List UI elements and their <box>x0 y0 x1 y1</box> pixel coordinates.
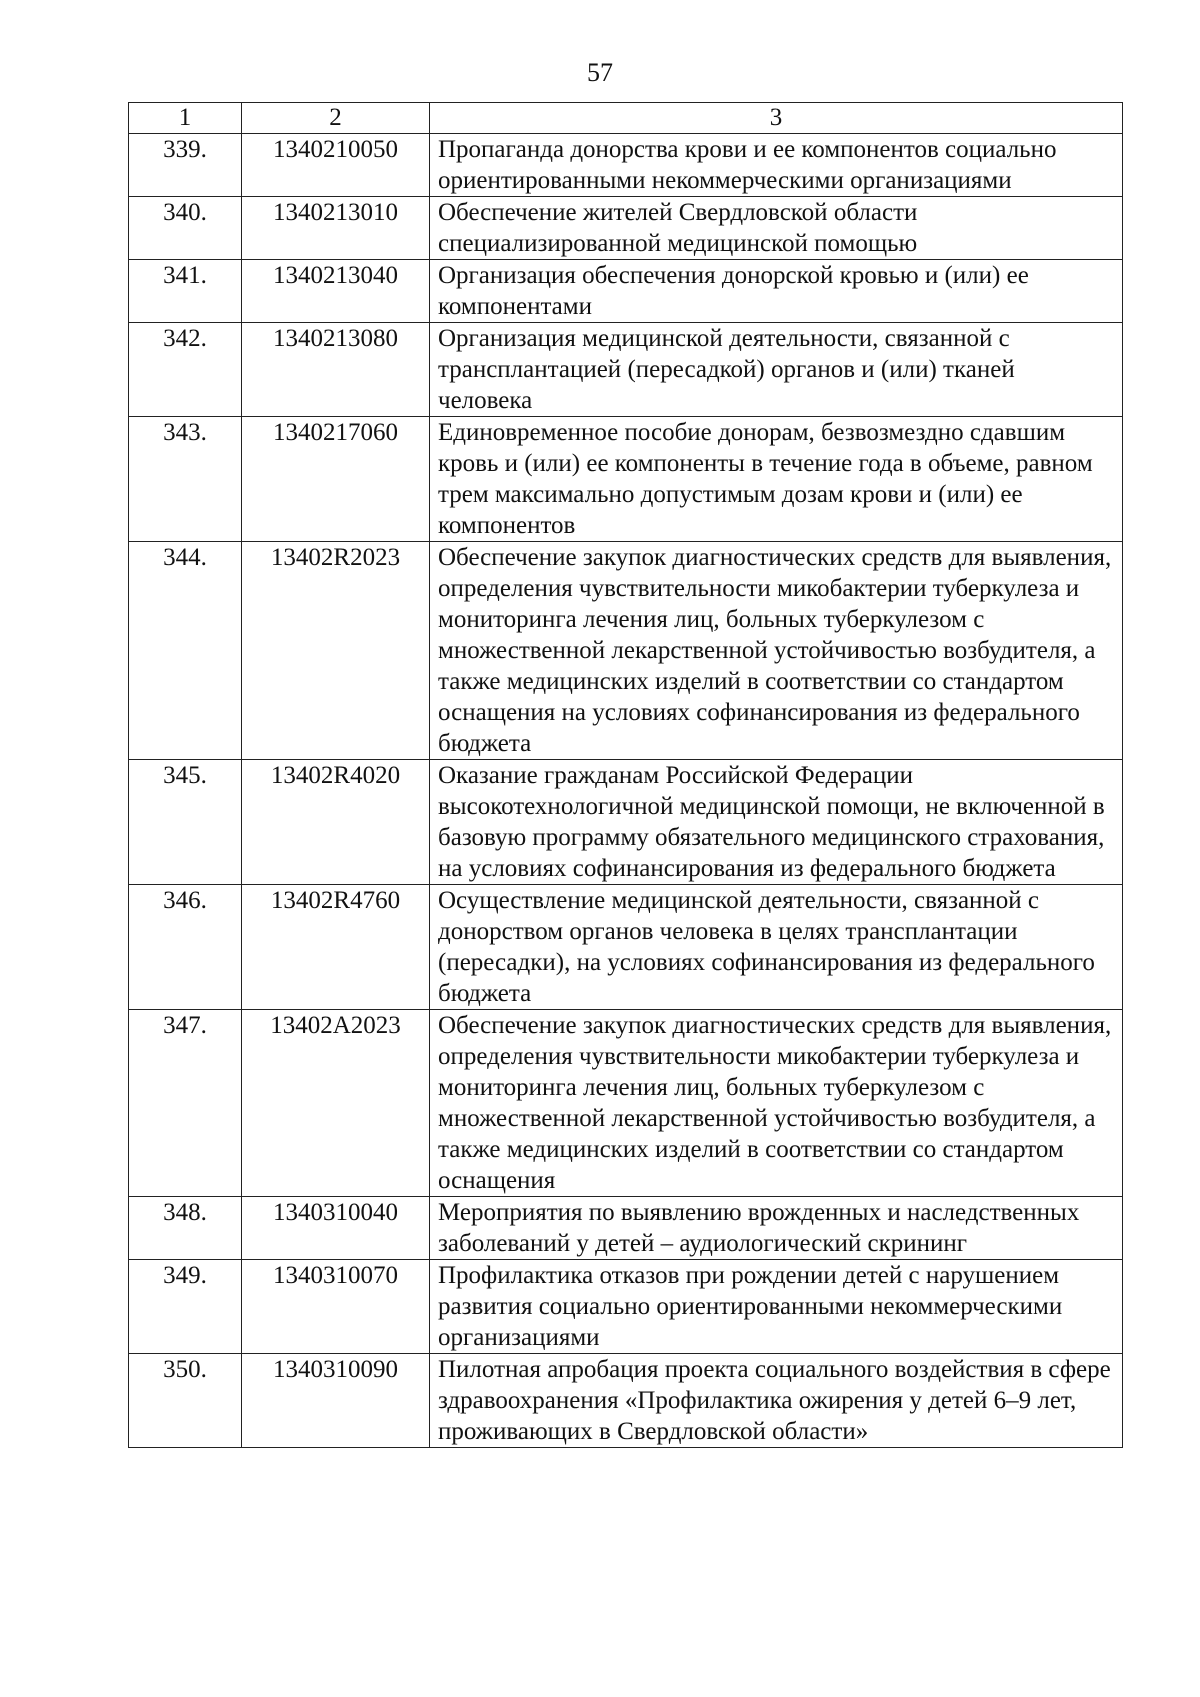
row-name: Организация медицинской деятельности, связанной с трансплантацией (пересадкой) органов и (или) тканей человека <box>430 323 1123 417</box>
table-row <box>129 1197 1123 1260</box>
row-number: 346. <box>129 885 242 1010</box>
table-row <box>129 1010 1123 1197</box>
row-name: Организация обеспечения донорской кровью и (или) ее компонентами <box>430 260 1123 323</box>
table-row <box>129 417 1123 542</box>
row-name: Осуществление медицинской деятельности, связанной с донорством органов человека в целях трансплантации (пересадки), на условиях софинансирования из федерального бюджета <box>430 885 1123 1010</box>
table-row <box>129 760 1123 885</box>
table-row <box>129 260 1123 323</box>
row-number: 345. <box>129 760 242 885</box>
row-code: 1340213010 <box>242 197 430 260</box>
row-number: 350. <box>129 1354 242 1448</box>
row-code: 13402R4760 <box>242 885 430 1010</box>
table-row <box>129 197 1123 260</box>
row-name: Обеспечение закупок диагностических средств для выявления, определения чувствительности микобактерии туберкулеза и мониторинга лечения лиц, больных туберкулезом с множественной лекарственной устойчивостью возбудителя, а также медицинских изделий в соответствии со стандартом оснащения на условиях софинансирования из федерального бюджета <box>430 542 1123 760</box>
row-code: 1340213040 <box>242 260 430 323</box>
budget-code-table <box>128 102 1123 1448</box>
row-number: 349. <box>129 1260 242 1354</box>
row-number: 341. <box>129 260 242 323</box>
row-code: 1340310070 <box>242 1260 430 1354</box>
row-name: Пропаганда донорства крови и ее компонентов социально ориентированными некоммерческими организациями <box>430 134 1123 197</box>
table-header-row <box>129 103 1123 134</box>
row-code: 1340213080 <box>242 323 430 417</box>
table-row <box>129 542 1123 760</box>
table-row <box>129 1260 1123 1354</box>
table-row <box>129 323 1123 417</box>
column-header-1: 1 <box>129 103 242 134</box>
page-number: 57 <box>587 58 613 87</box>
row-code: 1340310090 <box>242 1354 430 1448</box>
table-row <box>129 134 1123 197</box>
row-code: 13402A2023 <box>242 1010 430 1197</box>
row-code: 1340310040 <box>242 1197 430 1260</box>
row-number: 344. <box>129 542 242 760</box>
column-header-3: 3 <box>430 103 1123 134</box>
row-number: 343. <box>129 417 242 542</box>
row-name: Обеспечение жителей Свердловской области специализированной медицинской помощью <box>430 197 1123 260</box>
row-number: 340. <box>129 197 242 260</box>
row-name: Обеспечение закупок диагностических средств для выявления, определения чувствительности микобактерии туберкулеза и мониторинга лечения лиц, больных туберкулезом с множественной лекарственной устойчивостью возбудителя, а также медицинских изделий в соответствии со стандартом оснащения <box>430 1010 1123 1197</box>
row-number: 339. <box>129 134 242 197</box>
row-code: 1340217060 <box>242 417 430 542</box>
row-number: 347. <box>129 1010 242 1197</box>
row-number: 348. <box>129 1197 242 1260</box>
row-name: Мероприятия по выявлению врожденных и наследственных заболеваний у детей – аудиологический скрининг <box>430 1197 1123 1260</box>
row-name: Пилотная апробация проекта социального воздействия в сфере здравоохранения «Профилактика ожирения у детей 6–9 лет, проживающих в Свердловской области» <box>430 1354 1123 1448</box>
table-row <box>129 1354 1123 1448</box>
row-code: 1340210050 <box>242 134 430 197</box>
row-name: Единовременное пособие донорам, безвозмездно сдавшим кровь и (или) ее компоненты в течение года в объеме, равном трем максимально допустимым дозам крови и (или) ее компонентов <box>430 417 1123 542</box>
row-code: 13402R4020 <box>242 760 430 885</box>
column-header-2: 2 <box>242 103 430 134</box>
row-number: 342. <box>129 323 242 417</box>
table-row <box>129 885 1123 1010</box>
row-name: Оказание гражданам Российской Федерации высокотехнологичной медицинской помощи, не включенной в базовую программу обязательного медицинского страхования, на условиях софинансирования из федерального бюджета <box>430 760 1123 885</box>
row-code: 13402R2023 <box>242 542 430 760</box>
row-name: Профилактика отказов при рождении детей с нарушением развития социально ориентированными некоммерческими организациями <box>430 1260 1123 1354</box>
